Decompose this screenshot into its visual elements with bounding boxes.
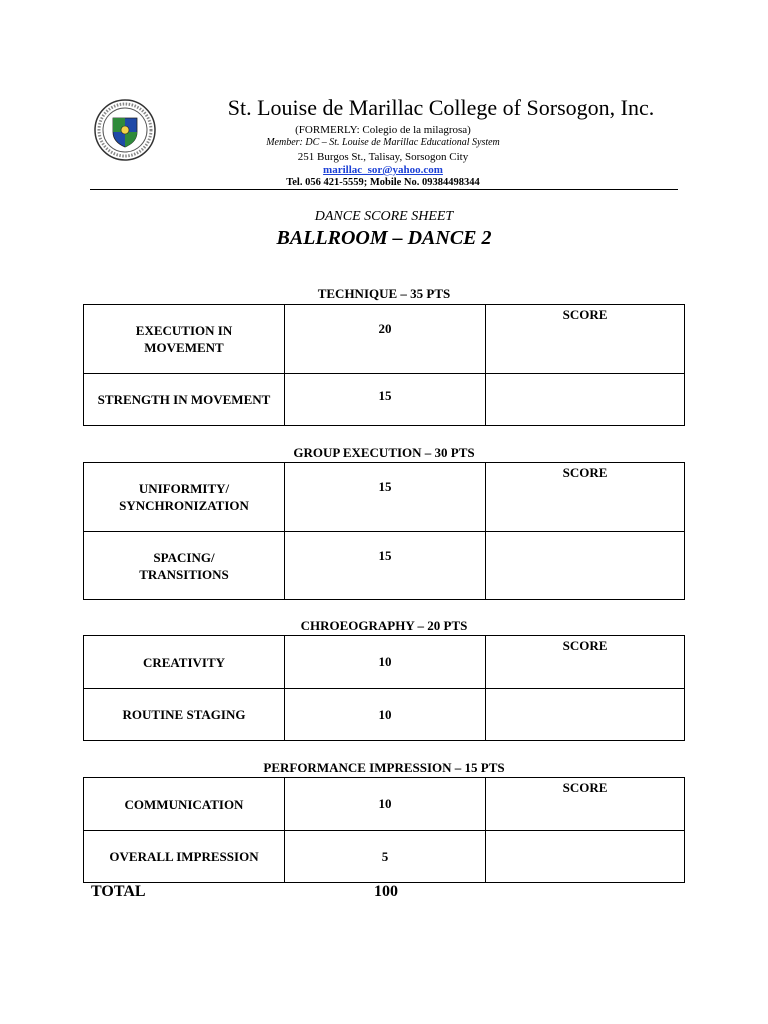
score-label: SCORE (562, 307, 608, 322)
score-table-technique (83, 304, 685, 426)
criterion-name: CREATIVITY (84, 636, 285, 689)
criterion-name: ROUTINE STAGING (84, 689, 285, 741)
section-title-performance-impression: PERFORMANCE IMPRESSION – 15 PTS (263, 760, 505, 775)
criterion-points: 15 (285, 532, 486, 600)
criterion-points: 10 (285, 778, 486, 831)
table-row (84, 778, 685, 831)
membership-line: Member: DC – St. Louise de Marillac Educational System (266, 137, 500, 148)
contact-numbers: Tel. 056 421-5559; Mobile No. 09384498344 (286, 177, 480, 188)
email-link[interactable]: marillac_sor@yahoo.com (323, 164, 443, 176)
criterion-points: 15 (285, 463, 486, 532)
table-row (84, 305, 685, 374)
criterion-points: 10 (285, 636, 486, 689)
score-label: SCORE (562, 780, 608, 795)
school-name: St. Louise de Marillac College of Sorsogon, Inc. (227, 95, 655, 120)
criterion-name: STRENGTH IN MOVEMENT (84, 374, 285, 426)
criterion-name: SPACING/ TRANSITIONS (84, 532, 285, 600)
total-value: 100 (374, 883, 398, 900)
section-title-choreography: CHROEOGRAPHY – 20 PTS (300, 618, 468, 633)
table-row (84, 532, 685, 600)
score-cell[interactable] (486, 463, 685, 532)
table-row (84, 831, 685, 883)
score-label: SCORE (562, 638, 608, 653)
score-cell[interactable] (486, 831, 685, 883)
school-seal-logo (94, 99, 156, 161)
score-cell[interactable] (486, 778, 685, 831)
school-address: 251 Burgos St., Talisay, Sorsogon City (297, 151, 469, 163)
dance-title: BALLROOM – DANCE 2 (276, 227, 492, 249)
criterion-name: UNIFORMITY/ SYNCHRONIZATION (84, 463, 285, 532)
table-row (84, 689, 685, 741)
criterion-name: COMMUNICATION (84, 778, 285, 831)
header-divider (90, 189, 678, 190)
criterion-points: 5 (285, 831, 486, 883)
criterion-name: EXECUTION IN MOVEMENT (84, 305, 285, 374)
score-cell[interactable] (486, 374, 685, 426)
score-cell[interactable] (486, 636, 685, 689)
total-label: TOTAL (91, 883, 146, 900)
table-row (84, 463, 685, 532)
criterion-points: 15 (285, 374, 486, 426)
score-cell[interactable] (486, 689, 685, 741)
criterion-name: OVERALL IMPRESSION (84, 831, 285, 883)
table-row (84, 636, 685, 689)
score-table-choreography (83, 635, 685, 741)
letterhead (90, 93, 680, 190)
score-cell[interactable] (486, 305, 685, 374)
score-table-performance-impression (83, 777, 685, 883)
former-name: (FORMERLY: Colegio de la milagrosa) (295, 124, 471, 136)
sheet-title: DANCE SCORE SHEET (314, 209, 454, 224)
criterion-points: 10 (285, 689, 486, 741)
criterion-points: 20 (285, 305, 486, 374)
section-title-group-execution: GROUP EXECUTION – 30 PTS (293, 445, 475, 460)
score-table-group-execution (83, 462, 685, 600)
score-label: SCORE (562, 465, 608, 480)
section-title-technique: TECHNIQUE – 35 PTS (317, 286, 451, 301)
score-cell[interactable] (486, 532, 685, 600)
table-row (84, 374, 685, 426)
